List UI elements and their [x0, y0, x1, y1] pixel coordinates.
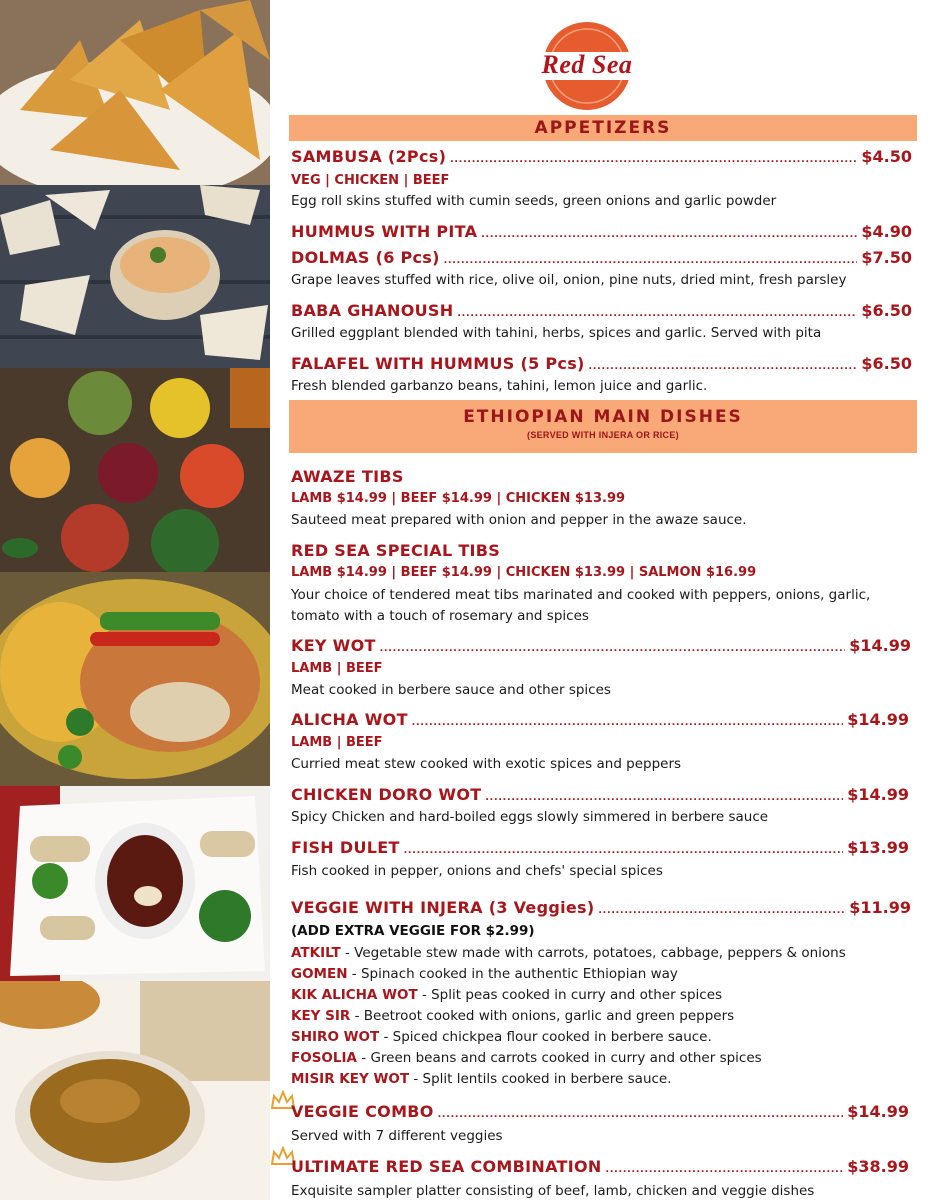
dot-leader [438, 1106, 844, 1120]
menu-item-sambusa [291, 147, 912, 166]
menu-item-baba-ghanoush [291, 301, 912, 320]
item-description: Spicy Chicken and hard-boiled eggs slowly simmered in berbere sauce [291, 809, 769, 825]
dot-leader [485, 789, 843, 803]
item-price: $4.50 [861, 147, 912, 166]
item-options: LAMB $14.99 | BEEF $14.99 | CHICKEN $13.99 [291, 491, 626, 506]
item-options: LAMB | BEEF [291, 735, 383, 750]
menu-item-ultimate-red-sea-combination [291, 1157, 909, 1176]
item-price: $14.99 [847, 785, 909, 804]
veggie-name: ATKILT [291, 945, 341, 961]
dot-leader [380, 640, 846, 654]
veggie-name: FOSOLIA [291, 1050, 357, 1066]
dot-leader [457, 305, 857, 319]
item-name: KEY WOT [291, 636, 376, 655]
menu-item-veggie-with-injera [291, 898, 911, 917]
extra-veggie-note: (ADD EXTRA VEGGIE FOR $2.99) [291, 923, 535, 939]
item-description: Fish cooked in pepper, onions and chefs' special spices [291, 863, 663, 879]
menu-item-key-wot [291, 636, 911, 655]
appetizers-banner [289, 115, 917, 141]
veggie-desc: - Beetroot cooked with onions, garlic and green peppers [350, 1008, 735, 1024]
dot-leader [589, 358, 858, 372]
item-options: LAMB | BEEF [291, 661, 383, 676]
dot-leader [481, 226, 857, 240]
item-price: $38.99 [847, 1157, 909, 1176]
item-name: VEGGIE COMBO [291, 1102, 434, 1121]
veggie-desc: - Vegetable stew made with carrots, potatoes, cabbage, peppers & onions [340, 945, 846, 961]
sambusa-photo [0, 0, 270, 185]
item-name: HUMMUS WITH PITA [291, 222, 478, 241]
veggie-name: KEY SIR [291, 1008, 351, 1024]
menu-item-alicha-wot [291, 710, 909, 729]
item-name: FISH DULET [291, 838, 400, 857]
item-options: LAMB $14.99 | BEEF $14.99 | CHICKEN $13.99 | SALMON $16.99 [291, 565, 757, 580]
item-description: Fresh blended garbanzo beans, tahini, lemon juice and garlic. [291, 378, 708, 394]
platter-photo [0, 368, 270, 572]
item-price: $6.50 [861, 301, 912, 320]
item-name: SAMBUSA (2Pcs) [291, 147, 447, 166]
item-price: $14.99 [849, 636, 911, 655]
item-name: ALICHA WOT [291, 710, 408, 729]
item-name: CHICKEN DORO WOT [291, 785, 482, 804]
item-name: FALAFEL WITH HUMMUS (5 Pcs) [291, 354, 585, 373]
menu-item-fish-dulet [291, 838, 909, 857]
item-name: AWAZE TIBS [291, 467, 404, 486]
item-price: $13.99 [847, 838, 909, 857]
item-name: VEGGIE WITH INJERA (3 Veggies) [291, 898, 595, 917]
veggie-gomen [291, 966, 678, 982]
veggie-shiro-wot [291, 1029, 712, 1045]
item-name: BABA GHANOUSH [291, 301, 454, 320]
appetizers-title: APPETIZERS [534, 118, 672, 138]
veggie-desc: - Split lentils cooked in berbere sauce. [409, 1071, 672, 1087]
item-description: Sauteed meat prepared with onion and pepper in the awaze sauce. [291, 512, 747, 528]
photo-column [0, 0, 270, 1200]
item-price: $14.99 [847, 710, 909, 729]
menu-item-awaze-tibs [291, 467, 912, 486]
veggie-desc: - Spiced chickpea flour cooked in berbere sauce. [379, 1029, 712, 1045]
item-description: Served with 7 different veggies [291, 1128, 503, 1144]
item-description: Grilled eggplant blended with tahini, herbs, spices and garlic. Served with pita [291, 325, 822, 341]
item-description: Meat cooked in berbere sauce and other spices [291, 682, 611, 698]
item-name: DOLMAS (6 Pcs) [291, 248, 440, 267]
veggie-kik-alicha-wot [291, 987, 722, 1003]
menu-item-falafel [291, 354, 912, 373]
veggie-desc: - Spinach cooked in the authentic Ethiopian way [347, 966, 678, 982]
veggie-name: GOMEN [291, 966, 348, 982]
menu-item-dolmas [291, 248, 912, 267]
item-description: Exquisite sampler platter consisting of beef, lamb, chicken and veggie dishes [291, 1183, 815, 1199]
item-description: Your choice of tendered meat tibs marinated and cooked with peppers, onions, garlic, tomato with a touch of rosemary and spices [291, 587, 871, 624]
veggie-name: SHIRO WOT [291, 1029, 380, 1045]
item-name: RED SEA SPECIAL TIBS [291, 541, 501, 560]
main-dishes-subtitle: (SERVED WITH INJERA OR RICE) [527, 430, 679, 440]
menu-item-chicken-doro-wot [291, 785, 909, 804]
dot-leader [444, 252, 858, 266]
veggie-key-sir [291, 1008, 734, 1024]
veggie-misir-key-wot [291, 1071, 672, 1087]
tibs-photo [0, 572, 270, 786]
item-price: $4.90 [861, 222, 912, 241]
dot-leader [450, 151, 857, 165]
main-dishes-banner [289, 400, 917, 453]
hummus-photo [0, 185, 270, 368]
logo-text: Red Sea [541, 50, 633, 79]
item-name: ULTIMATE RED SEA COMBINATION [291, 1157, 602, 1176]
dot-leader [606, 1161, 844, 1175]
item-description: Egg roll skins stuffed with cumin seeds, green onions and garlic powder [291, 193, 777, 209]
menu-item-veggie-combo [291, 1102, 909, 1121]
menu-item-red-sea-special-tibs [291, 541, 912, 560]
dot-leader [598, 902, 845, 916]
dot-leader [404, 842, 844, 856]
item-price: $6.50 [861, 354, 912, 373]
doro-wot-photo [0, 786, 270, 981]
main-dishes-title: ETHIOPIAN MAIN DISHES [463, 407, 743, 427]
item-options: VEG | CHICKEN | BEEF [291, 173, 450, 188]
dot-leader [412, 714, 843, 728]
veggie-name: KIK ALICHA WOT [291, 987, 418, 1003]
veggie-fosolia [291, 1050, 762, 1066]
red-sea-logo [531, 20, 643, 112]
veggie-desc: - Green beans and carrots cooked in curry and other spices [356, 1050, 762, 1066]
curry-photo [0, 981, 270, 1200]
menu-item-hummus-with-pita [291, 222, 912, 241]
veggie-atkilt [291, 945, 846, 961]
item-description: Grape leaves stuffed with rice, olive oil, onion, pine nuts, dried mint, fresh parsley [291, 272, 847, 288]
item-price: $7.50 [861, 248, 912, 267]
item-price: $11.99 [849, 898, 911, 917]
veggie-name: MISIR KEY WOT [291, 1071, 410, 1087]
veggie-desc: - Split peas cooked in curry and other spices [417, 987, 723, 1003]
item-description: Curried meat stew cooked with exotic spices and peppers [291, 756, 682, 772]
item-price: $14.99 [847, 1102, 909, 1121]
